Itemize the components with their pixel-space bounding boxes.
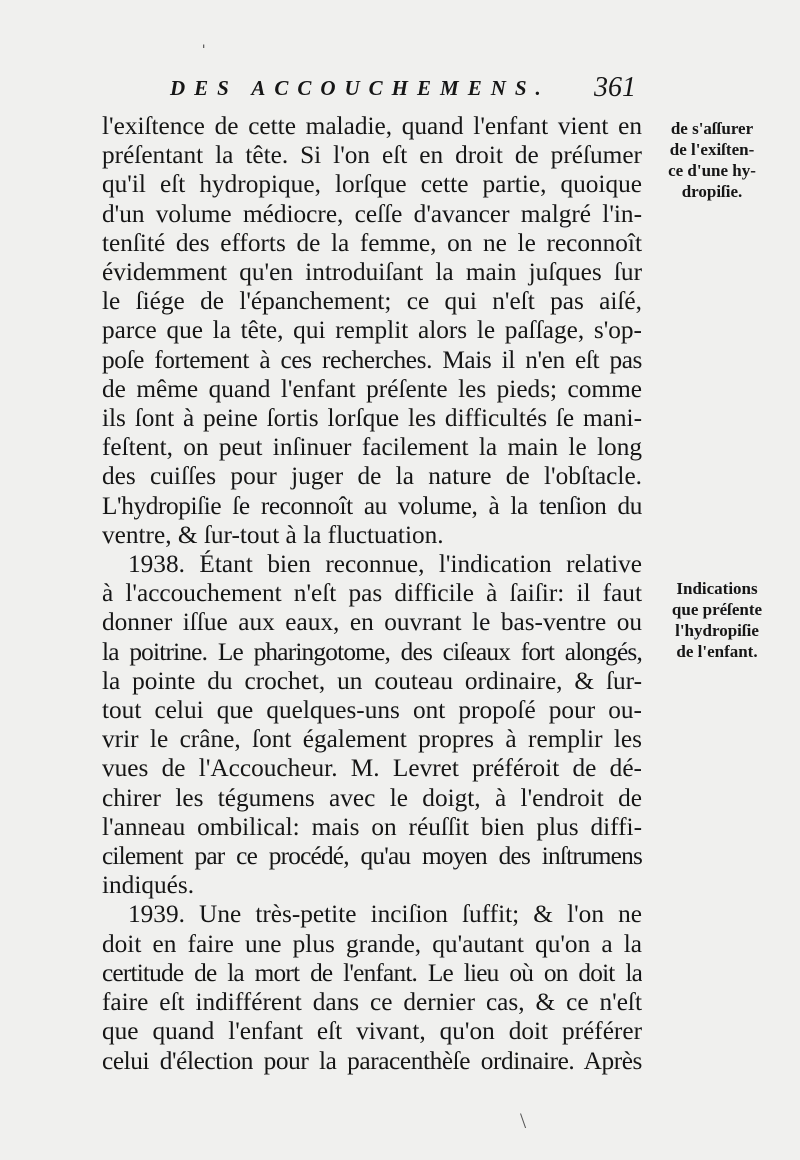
ink-speck: \ <box>520 1108 527 1133</box>
text-line: ils ſont à peine ſortis lorſque les difficultés ſe mani- <box>102 404 642 433</box>
text-line: de même quand l'enfant préſente les pieds; comme <box>102 374 642 403</box>
text-line: chirer les tégumens avec le doigt, à l'endroit de <box>102 783 642 812</box>
margin-note-line: dropiſie. <box>681 182 743 201</box>
body-text <box>102 112 642 1076</box>
text-line: que quand l'enfant eſt vivant, qu'on doit préférer <box>102 1017 642 1046</box>
text-line: cilement par ce procédé, qu'au moyen des inſtrumens <box>102 842 642 871</box>
text-line: l'anneau ombilical: mais on réuſſit bien plus diffi- <box>102 812 642 841</box>
text-line: poſe fortement à ces recherches. Mais il n'en eſt pas <box>102 345 642 374</box>
ink-speck: ˈ <box>200 40 208 65</box>
text-line: des cuiſſes pour juger de la nature de l'obſtacle. <box>102 462 642 491</box>
text-line: ventre, & ſur-tout à la fluctuation. <box>102 520 444 549</box>
text-line: tout celui que quelques-uns ont propoſé pour ou- <box>102 696 642 725</box>
text-line: évidemment qu'en introduiſant la main juſques ſur <box>102 258 642 287</box>
running-head: DES ACCOUCHEMENS. <box>170 76 550 100</box>
text-line: certitude de la mort de l'enfant. Le lieu où on doit la <box>102 958 642 987</box>
margin-note-line: de l'enfant. <box>676 642 758 661</box>
text-line: indiqués. <box>102 871 195 900</box>
text-line: feſtent, on peut inſinuer facilement la main le long <box>102 433 642 462</box>
text-line: L'hydropiſie ſe reconnoît au volume, à la tenſion du <box>102 491 642 520</box>
text-line: 1939. Une très-petite inciſion ſuffit; & l'on ne <box>128 900 642 929</box>
text-line: donner iſſue aux eaux, en ouvrant le bas-ventre ou <box>102 608 642 637</box>
paragraph-1939 <box>102 900 642 1075</box>
text-line: qu'il eſt hydropique, lorſque cette partie, quoique <box>102 170 642 199</box>
margin-note-indications <box>642 578 792 662</box>
margin-note-line: Indications <box>676 579 758 598</box>
paragraph-1938 <box>102 550 642 900</box>
margin-note-line: ce d'une hy- <box>668 161 756 180</box>
text-line: d'un volume médiocre, ceſſe d'avancer malgré l'in- <box>102 199 642 228</box>
text-line: doit en faire une plus grande, qu'autant qu'on a la <box>102 929 642 958</box>
text-line: la pointe du crochet, un couteau ordinaire, & ſur- <box>102 666 642 695</box>
page-number: 361 <box>594 72 636 103</box>
text-line: le ſiége de l'épanchement; ce qui n'eſt pas aiſé, <box>102 287 642 316</box>
text-line: faire eſt indifférent dans ce dernier cas, & ce n'eſt <box>102 988 642 1017</box>
margin-note-line: l'hydropiſie <box>675 621 759 640</box>
text-line: préſentant la tête. Si l'on eſt en droit de préſumer <box>102 141 642 170</box>
text-line: la poitrine. Le pharingotome, des ciſeaux fort alongés, <box>102 637 642 666</box>
text-line: tenſité des efforts de la femme, on ne le reconnoît <box>102 228 642 257</box>
text-line: vues de l'Accoucheur. M. Levret préféroit de dé- <box>102 754 642 783</box>
paragraph-continuation <box>102 112 642 550</box>
margin-note-diagnosis <box>642 118 782 202</box>
text-line: parce que la tête, qui remplit alors le paſſage, s'op- <box>102 316 642 345</box>
text-line: celui d'élection pour la paracenthèſe ordinaire. Après <box>102 1046 642 1075</box>
text-line: l'exiſtence de cette maladie, quand l'enfant vient en <box>102 112 642 140</box>
margin-note-line: de s'aſſurer <box>670 119 754 138</box>
margin-note-line: de l'exiſten- <box>669 140 755 159</box>
text-line: 1938. Étant bien reconnue, l'indication relative <box>128 550 642 579</box>
text-line: à l'accouchement n'eſt pas difficile à ſaiſir: il faut <box>102 579 642 608</box>
page-header <box>170 72 650 112</box>
text-line: vrir le crâne, ſont également propres à remplir les <box>102 725 642 754</box>
margin-note-line: que préſente <box>671 600 763 619</box>
